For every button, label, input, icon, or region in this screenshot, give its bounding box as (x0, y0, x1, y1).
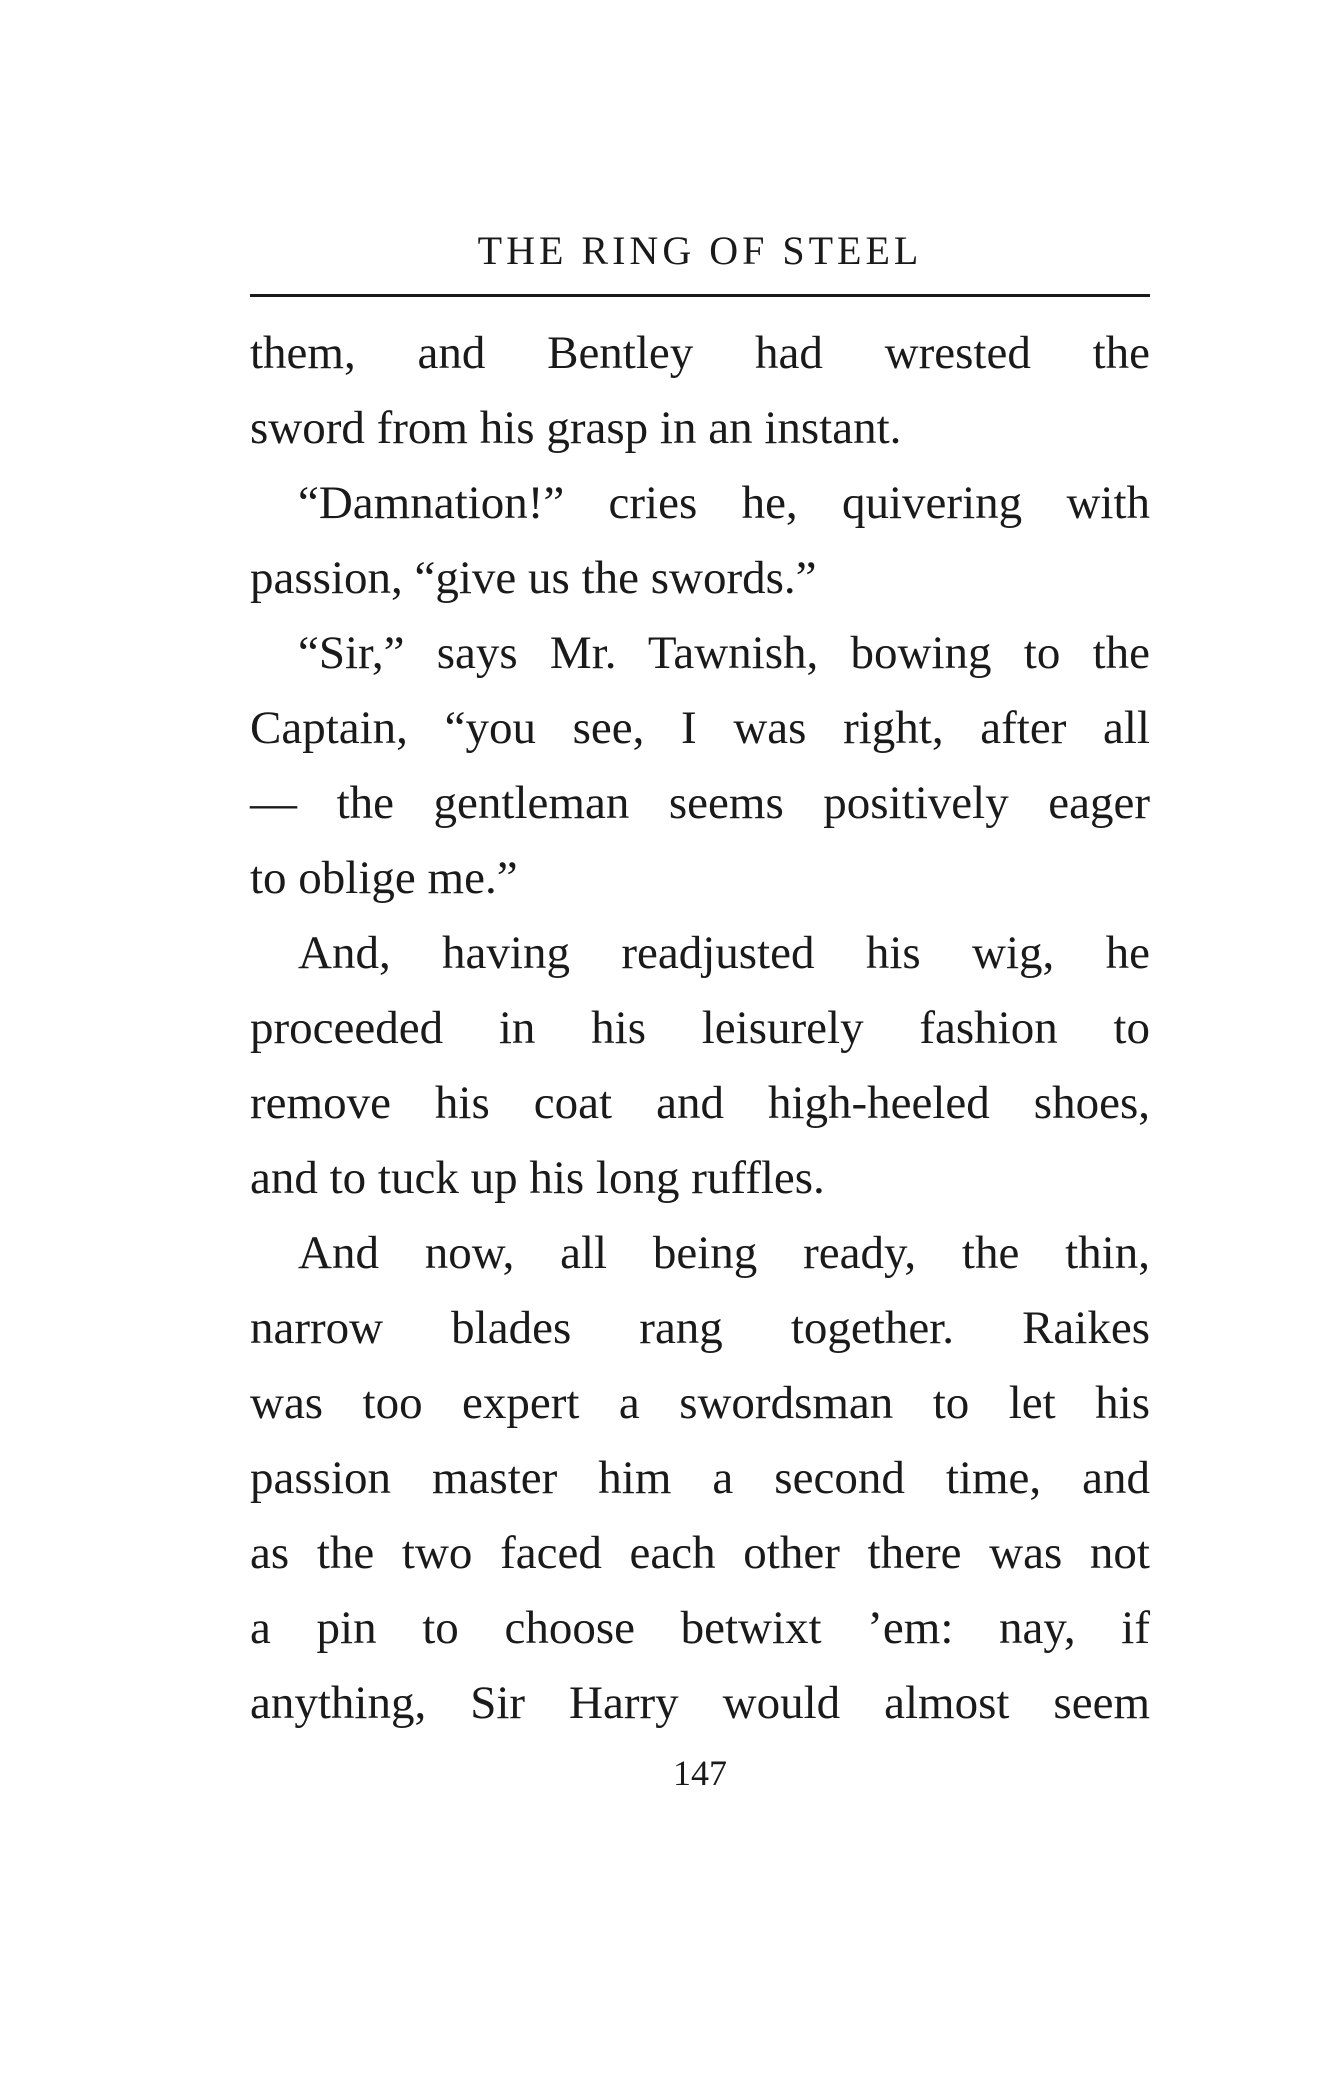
running-head: THE RING OF STEEL (477, 228, 923, 273)
text-line: a pin to choose betwixt ’em: nay, if (250, 1602, 1150, 1654)
text-line: to oblige me.” (250, 852, 518, 904)
text-line: passion, “give us the swords.” (250, 552, 817, 604)
page-number: 147 (673, 1753, 727, 1793)
body-text (250, 316, 1150, 1741)
text-line: Captain, “you see, I was right, after all (250, 702, 1150, 754)
paragraph (250, 616, 1150, 916)
paragraph (250, 466, 1150, 616)
text-line: as the two faced each other there was not (250, 1527, 1150, 1579)
text-line: “Damnation!” cries he, quivering with (298, 477, 1150, 529)
text-line: And, having readjusted his wig, he (298, 927, 1150, 979)
text-line: narrow blades rang together. Raikes (250, 1302, 1150, 1354)
text-line: sword from his grasp in an instant. (250, 402, 902, 454)
text-line: and to tuck up his long ruffles. (250, 1152, 825, 1204)
paragraph (250, 916, 1150, 1216)
paragraph (250, 316, 1150, 466)
text-line: remove his coat and high-heeled shoes, (250, 1077, 1150, 1129)
text-line: And now, all being ready, the thin, (298, 1227, 1150, 1279)
header-rule (250, 294, 1150, 297)
text-line: was too expert a swordsman to let his (250, 1377, 1150, 1429)
text-line: them, and Bentley had wrested the (250, 327, 1150, 379)
text-line: proceeded in his leisurely fashion to (250, 1002, 1150, 1054)
text-line: “Sir,” says Mr. Tawnish, bowing to the (298, 627, 1150, 679)
paragraph (250, 1216, 1150, 1741)
text-line: anything, Sir Harry would almost seem (250, 1677, 1150, 1729)
text-line: — the gentleman seems positively eager (250, 777, 1150, 829)
text-line: passion master him a second time, and (250, 1452, 1150, 1504)
